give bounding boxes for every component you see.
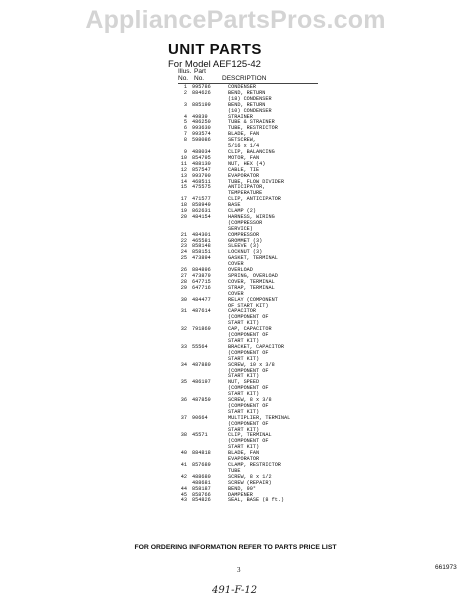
description-line: START KIT) (228, 426, 260, 433)
document-heading (168, 42, 262, 70)
list-item (176, 398, 326, 416)
list-item (176, 103, 326, 115)
part-no: 854795 (192, 154, 211, 161)
part-description (228, 363, 326, 381)
description-line: (COMPONENT OF (228, 349, 269, 356)
part-no: 884626 (192, 89, 211, 96)
part-no: 598086 (192, 137, 211, 144)
description-line: COVER (228, 261, 244, 268)
part-no: 487614 (192, 308, 211, 315)
description-line: STRAINER (228, 113, 253, 120)
part-no: 993790 (192, 172, 211, 179)
illus-no: 23 (180, 243, 187, 250)
illus-no: 26 (180, 267, 187, 274)
description-line: (COMPONENT OF (228, 367, 269, 374)
illus-no: 37 (180, 414, 187, 421)
part-no: 858187 (192, 485, 211, 492)
description-line: HARNESS, WIRING (228, 213, 275, 220)
description-line: CLIP, TERMINAL (228, 432, 272, 439)
part-no: 45571 (192, 432, 208, 439)
part-no: 486250 (192, 119, 211, 126)
part-no: 858148 (192, 243, 211, 250)
part-description (228, 286, 326, 298)
list-item (176, 309, 326, 327)
illus-no: 10 (180, 154, 187, 161)
description-line: SETSCREW, (228, 137, 257, 144)
description-line: SCREW, 8 x 3/8 (228, 397, 272, 404)
description-line: START KIT) (228, 444, 260, 451)
illus-no: 43 (180, 497, 187, 504)
description-line: SCREW (REPAIR) (228, 479, 272, 486)
illus-no: 25 (180, 255, 187, 262)
illus-no: 32 (180, 326, 187, 333)
description-line: CLAMP, RESTRICTOR (228, 462, 281, 468)
part-no: 993630 (192, 125, 211, 132)
illus-no: 5 (183, 119, 187, 126)
part-no: 475575 (192, 184, 211, 191)
list-item (176, 416, 326, 434)
illus-no: 33 (180, 343, 187, 350)
description-line: CLIP, ANTICIPATOR (228, 196, 281, 203)
description-line: CAPACITOR (228, 308, 257, 315)
description-line: BASE (228, 202, 241, 209)
illus-no: 13 (180, 172, 187, 179)
description-line: EVAPORATOR (228, 456, 260, 463)
col-description-label: DESCRIPTION (222, 75, 267, 82)
part-no: 791869 (192, 326, 211, 333)
description-line: ANTICIPATOR, (228, 184, 266, 191)
description-line: CAP, CAPACITOR (228, 326, 272, 333)
col-no2-label: No. (194, 75, 205, 82)
illus-no: 42 (180, 473, 187, 480)
description-line: START KIT) (228, 320, 260, 327)
description-line: BLADE, FAN (228, 450, 260, 457)
illus-no: 44 (180, 485, 187, 492)
ordering-note: FOR ORDERING INFORMATION REFER TO PARTS PRICE LIST (134, 544, 337, 551)
description-line: START KIT) (228, 391, 260, 398)
description-line: DAMPENER (228, 491, 253, 498)
description-line: SCREW, 8 x 1/2 (228, 473, 272, 480)
description-line: 5/16 x 1/4 (228, 143, 260, 150)
part-description (228, 215, 326, 233)
part-no: 488130 (192, 160, 211, 167)
col-part-label: Part (194, 68, 206, 75)
part-no: 486197 (192, 379, 211, 386)
description-line: (18) CONDENSER (228, 95, 272, 102)
description-line: (10) CONDENSER (228, 107, 272, 114)
part-description (228, 398, 326, 416)
part-no: 468511 (192, 178, 211, 185)
description-line: RELAY (COMPONENT (228, 296, 278, 303)
illus-no: 40 (180, 450, 187, 457)
part-no: 647715 (192, 278, 211, 285)
list-item (176, 433, 326, 451)
part-no: 55564 (192, 343, 208, 350)
part-no: 471577 (192, 196, 211, 203)
list-item (176, 380, 326, 398)
description-line: (COMPONENT OF (228, 314, 269, 321)
part-description (228, 380, 326, 398)
part-description (228, 498, 326, 504)
illus-no: 15 (180, 184, 187, 191)
description-line: COVER (228, 290, 244, 297)
part-no: 487880 (192, 361, 211, 368)
part-no: 884818 (192, 450, 211, 457)
illus-no: 35 (180, 379, 187, 386)
document-code: 661973 (435, 564, 457, 571)
description-line: COVER, TERMINAL (228, 278, 275, 285)
description-line: TUBE, RESTRICTOR (228, 125, 278, 132)
description-line: (COMPONENT OF (228, 385, 269, 392)
part-description (228, 91, 326, 103)
illus-no: 20 (180, 213, 187, 220)
description-line: TUBE & STRAINER (228, 119, 275, 126)
part-no: 995786 (192, 84, 211, 90)
description-line: SEAL, BASE (8 ft.) (228, 497, 285, 504)
illus-no: 30 (180, 296, 187, 303)
description-line: (COMPONENT OF (228, 402, 269, 409)
illus-no: 34 (180, 361, 187, 368)
part-description (228, 103, 326, 115)
illus-no: 21 (180, 231, 187, 238)
description-line: CLIP, BALANCING (228, 148, 275, 155)
col-no-label: No. (178, 75, 189, 82)
description-line: START KIT) (228, 373, 260, 380)
description-line: (COMPRESSOR (228, 219, 263, 226)
list-item (176, 327, 326, 345)
illus-no: 41 (180, 462, 187, 468)
description-line: (COMPONENT OF (228, 332, 269, 339)
parts-list (176, 85, 326, 504)
description-line: SPRING, OVERLOAD (228, 273, 278, 279)
illus-no: 2 (183, 89, 187, 96)
illus-no: 4 (183, 113, 187, 120)
description-line: START KIT) (228, 337, 260, 344)
part-no: 884896 (192, 267, 211, 274)
description-line: TEMPERATURE (228, 190, 263, 197)
part-no: 90664 (192, 414, 208, 421)
description-line: OF START KIT) (228, 302, 269, 309)
part-no: 854826 (192, 497, 211, 504)
description-line: LOCKNUT (3) (228, 249, 263, 256)
part-no: 49839 (192, 113, 208, 120)
description-line: MOTOR, FAN (228, 154, 260, 161)
part-description (228, 345, 326, 363)
description-line: BEND, RETURN (228, 101, 266, 108)
description-line: START KIT) (228, 408, 260, 415)
part-no: 488034 (192, 148, 211, 155)
page-number: 3 (237, 566, 241, 574)
part-no: 484154 (192, 213, 211, 220)
part-no: 862631 (192, 208, 211, 215)
illus-no: 11 (180, 160, 187, 167)
description-line: SCREW, 10 x 3/8 (228, 361, 275, 368)
description-line: TUBE, FLOW DIVIDER (228, 178, 285, 185)
illus-no: 24 (180, 249, 187, 256)
part-no: 487859 (192, 397, 211, 404)
description-line: GASKET, TERMINAL (228, 255, 278, 262)
illus-no: 12 (180, 166, 187, 173)
description-line: CABLE, TIE (228, 166, 260, 173)
part-no: 647716 (192, 284, 211, 291)
description-line: NUT, SPEED (228, 379, 260, 386)
illus-no: 29 (180, 284, 187, 291)
description-line: SLEEVE (3) (228, 243, 260, 250)
part-no: 857547 (192, 166, 211, 173)
description-line: (COMPONENT OF (228, 438, 269, 445)
illus-no: 31 (180, 308, 187, 315)
illus-no: 14 (180, 178, 187, 185)
list-item (176, 286, 326, 298)
part-no: 993574 (192, 131, 211, 138)
part-no: 885199 (192, 101, 211, 108)
description-line: TUBE (228, 467, 241, 474)
list-item (176, 215, 326, 233)
part-description (228, 327, 326, 345)
description-line: CONDENSER (228, 84, 257, 90)
illus-no: 19 (180, 208, 187, 215)
description-line: GROMMET (3) (228, 237, 263, 244)
part-no: 484301 (192, 231, 211, 238)
part-description (228, 433, 326, 451)
page-title: UNIT PARTS (168, 41, 262, 58)
description-line: MULTIPLIER, TERMINAL (228, 414, 291, 421)
illus-no: 22 (180, 237, 187, 244)
part-description (228, 309, 326, 327)
model-line: For Model AEF125-42 (168, 59, 261, 70)
list-item (176, 498, 326, 504)
illus-no: 9 (183, 148, 187, 155)
illus-no: 1 (183, 84, 187, 90)
illus-no: 17 (180, 196, 187, 203)
illus-no: 28 (180, 278, 187, 285)
illus-no: 45 (180, 491, 187, 498)
list-item (176, 363, 326, 381)
description-line: BEND, 90° (228, 485, 257, 492)
illus-no: 3 (183, 101, 187, 108)
part-no: 858151 (192, 249, 211, 256)
part-description (228, 416, 326, 434)
part-no: 473894 (192, 255, 211, 262)
part-no: 473879 (192, 273, 211, 279)
list-item (176, 345, 326, 363)
description-line: (COMPONENT OF (228, 420, 269, 427)
illus-no: 18 (180, 202, 187, 209)
description-line: BEND, RETURN (228, 89, 266, 96)
description-line: OVERLOAD (228, 267, 253, 274)
illus-no: 38 (180, 432, 187, 439)
part-no: 858766 (192, 491, 211, 498)
illus-no: 7 (183, 131, 187, 138)
illus-no: 6 (183, 125, 187, 132)
illus-no: 27 (180, 273, 187, 279)
part-no: 488681 (192, 479, 211, 486)
description-line: CLAMP (2) (228, 208, 257, 215)
description-line: STRAP, TERMINAL (228, 284, 275, 291)
part-no: 488680 (192, 473, 211, 480)
watermark: AppliancePartsPros.com (85, 6, 386, 34)
part-no: 857689 (192, 462, 211, 468)
description-line: COMPRESSOR (228, 231, 260, 238)
part-no: 858949 (192, 202, 211, 209)
illus-no: 36 (180, 397, 187, 404)
handwritten-mark: 491-F-12 (212, 585, 258, 596)
description-line: START KIT) (228, 355, 260, 362)
list-item (176, 91, 326, 103)
description-line: BLADE, FAN (228, 131, 260, 138)
part-no: 465581 (192, 237, 211, 244)
description-line: BRACKET, CAPACITOR (228, 343, 285, 350)
description-line: EVAPORATOR (228, 172, 260, 179)
description-line: NUT, HEX (4) (228, 160, 266, 167)
col-illus-label: Illus. (178, 68, 192, 75)
part-no: 484477 (192, 296, 211, 303)
illus-no: 8 (183, 137, 187, 144)
description-line: SERVICE) (228, 225, 253, 232)
